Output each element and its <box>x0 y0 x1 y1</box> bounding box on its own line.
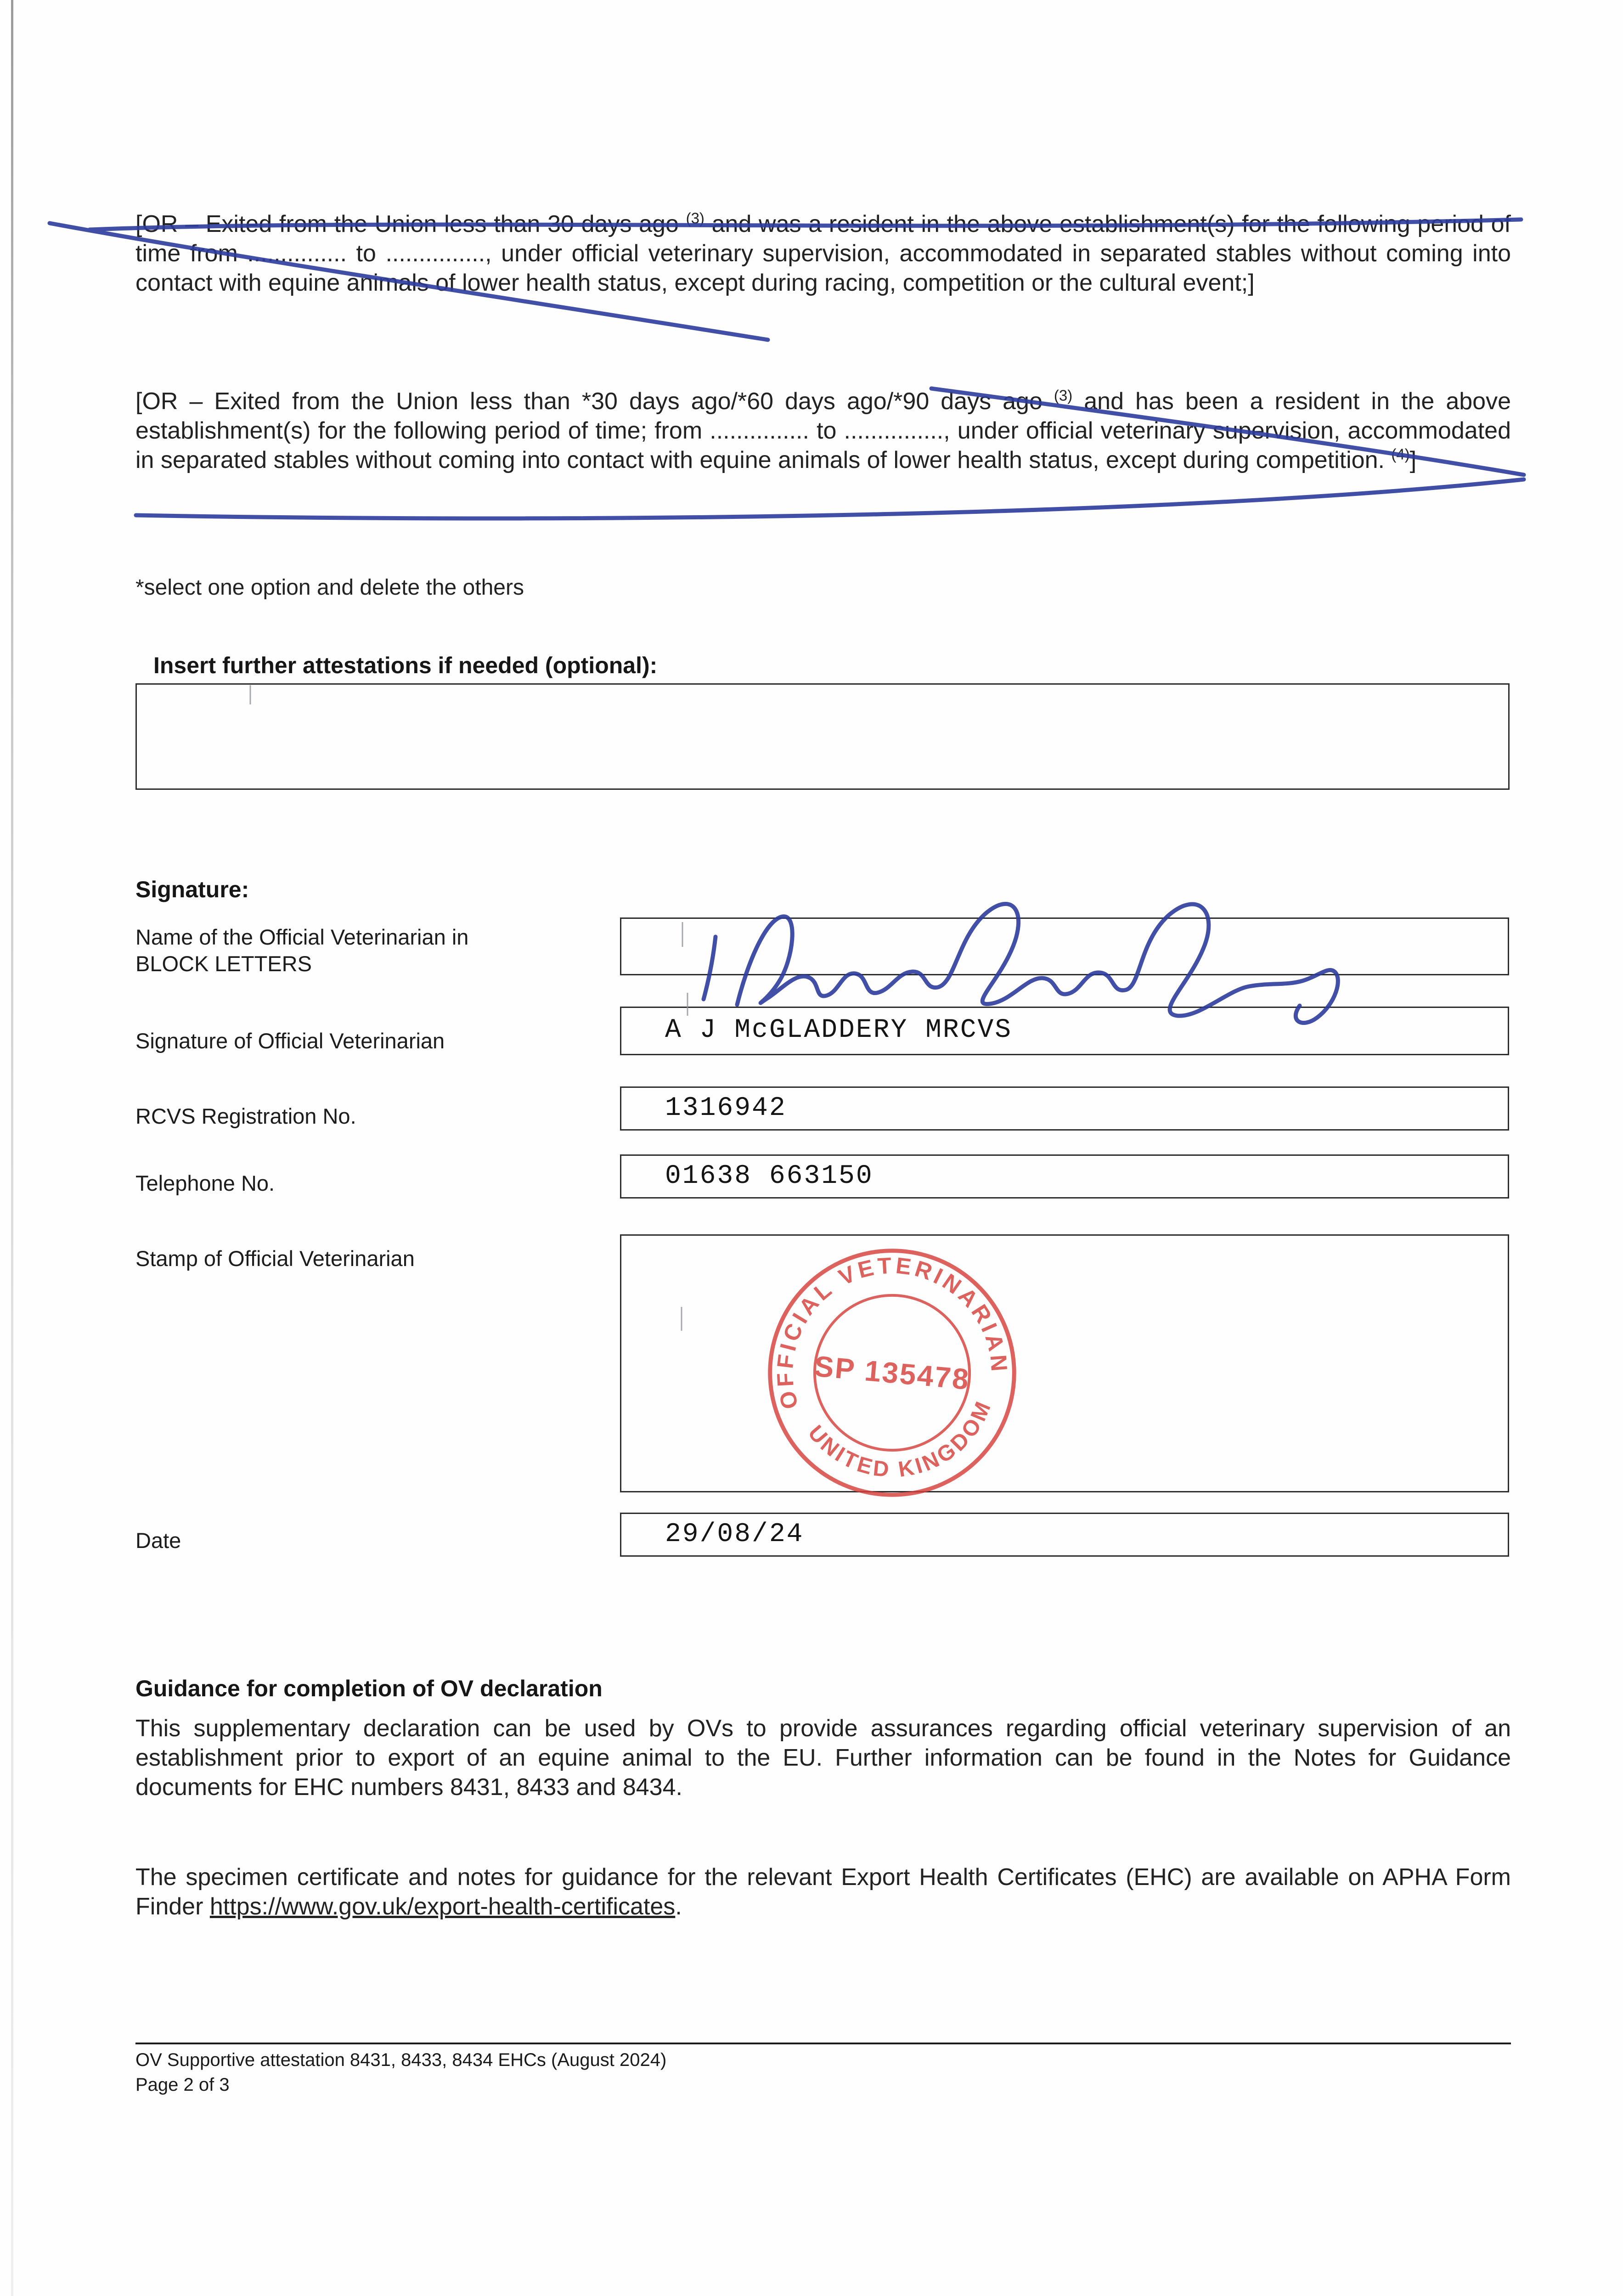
guidance-paragraph-1: This supplementary declaration can be used by OVs to provide assurances regarding official veterinary supervision of an establishment prior to export of an equine animal to the EU. Further information can be found in the Notes for Guidance documents for EHC numbers 8431, 8433 and 8434. <box>135 1715 1511 1801</box>
guidance-paragraph-2 <box>135 1863 1511 1921</box>
further-attestations-box <box>135 683 1510 790</box>
option-2-text: [OR – Exited from the Union less than *30 days ago/*60 days ago/*90 days ago <box>135 388 1054 415</box>
rcvs-registration-field <box>620 1086 1509 1131</box>
signature-of-ov-value: A J McGLADDERY MRCVS <box>665 1015 1013 1045</box>
footnote-ref-4: (4) <box>1391 445 1410 463</box>
signature-section-heading: Signature: <box>135 877 249 902</box>
date-field <box>620 1513 1509 1557</box>
stamp-top-text: OFFICIAL VETERINARIAN <box>772 1252 1013 1412</box>
stamp-label: Stamp of Official Veterinarian <box>135 1246 415 1271</box>
select-option-note: *select one option and delete the others <box>135 575 524 600</box>
name-block-letters-field <box>620 917 1509 975</box>
telephone-label: Telephone No. <box>135 1171 275 1195</box>
footnote-ref-3b: (3) <box>1054 387 1073 404</box>
stamp-bottom-text: UNITED KINGDOM <box>803 1396 997 1482</box>
guidance-paragraph-2-end: . <box>675 1893 682 1920</box>
scan-edge-artifact <box>11 0 13 2296</box>
rcvs-registration-label: RCVS Registration No. <box>135 1104 356 1128</box>
export-health-certificates-link[interactable]: https://www.gov.uk/export-health-certificates <box>209 1893 676 1920</box>
date-label: Date <box>135 1528 181 1553</box>
date-value: 29/08/24 <box>665 1519 804 1549</box>
option-1-text: [OR – Exited from the Union less than 30 days ago <box>135 211 686 237</box>
footnote-ref-3: (3) <box>686 209 704 227</box>
option-1-paragraph <box>135 209 1511 298</box>
telephone-value: 01638 663150 <box>665 1161 873 1191</box>
option-2-text-end: ] <box>1409 447 1417 473</box>
strike-option2-lastline <box>136 479 1524 518</box>
footer-page-number: Page 2 of 3 <box>135 2075 230 2095</box>
stamp-field <box>620 1234 1509 1492</box>
footer-document-title: OV Supportive attestation 8431, 8433, 8434 EHCs (August 2024) <box>135 2050 667 2070</box>
option-2-paragraph <box>135 387 1511 475</box>
further-attestations-heading: Insert further attestations if needed (optional): <box>153 653 658 678</box>
name-block-letters-label: Name of the Official Veterinarian in BLOCK LETTERS <box>135 925 469 976</box>
signature-of-ov-field <box>620 1007 1509 1055</box>
option-2-text-cont: and has been a resident in the above establishment(s) for the following period of time; from ............... to ..............., under official veterinary supervision, accommodated in separated stables without coming into contact with equine animals of lower health status, except during competition. <box>135 388 1511 473</box>
signature-of-ov-label: Signature of Official Veterinarian <box>135 1029 445 1053</box>
footer-rule <box>135 2043 1511 2044</box>
telephone-field <box>620 1154 1509 1199</box>
guidance-heading: Guidance for completion of OV declaration <box>135 1676 603 1701</box>
pen-strokes <box>50 219 1524 1023</box>
option-1-text-cont: and was a resident in the above establishment(s) for the following period of time from ............... to ..............., under official veterinary supervision, accommodated in separated stables without coming into contact with equine animals of lower health status, except during racing, competition or the cultural event;] <box>135 211 1511 296</box>
rcvs-registration-value: 1316942 <box>665 1093 787 1123</box>
stamp-serial-number: SP 135478 <box>813 1350 971 1396</box>
guidance-paragraph-2-text: The specimen certificate and notes for guidance for the relevant Export Health Certificates (EHC) are available on APHA Form Finder <box>135 1864 1511 1920</box>
